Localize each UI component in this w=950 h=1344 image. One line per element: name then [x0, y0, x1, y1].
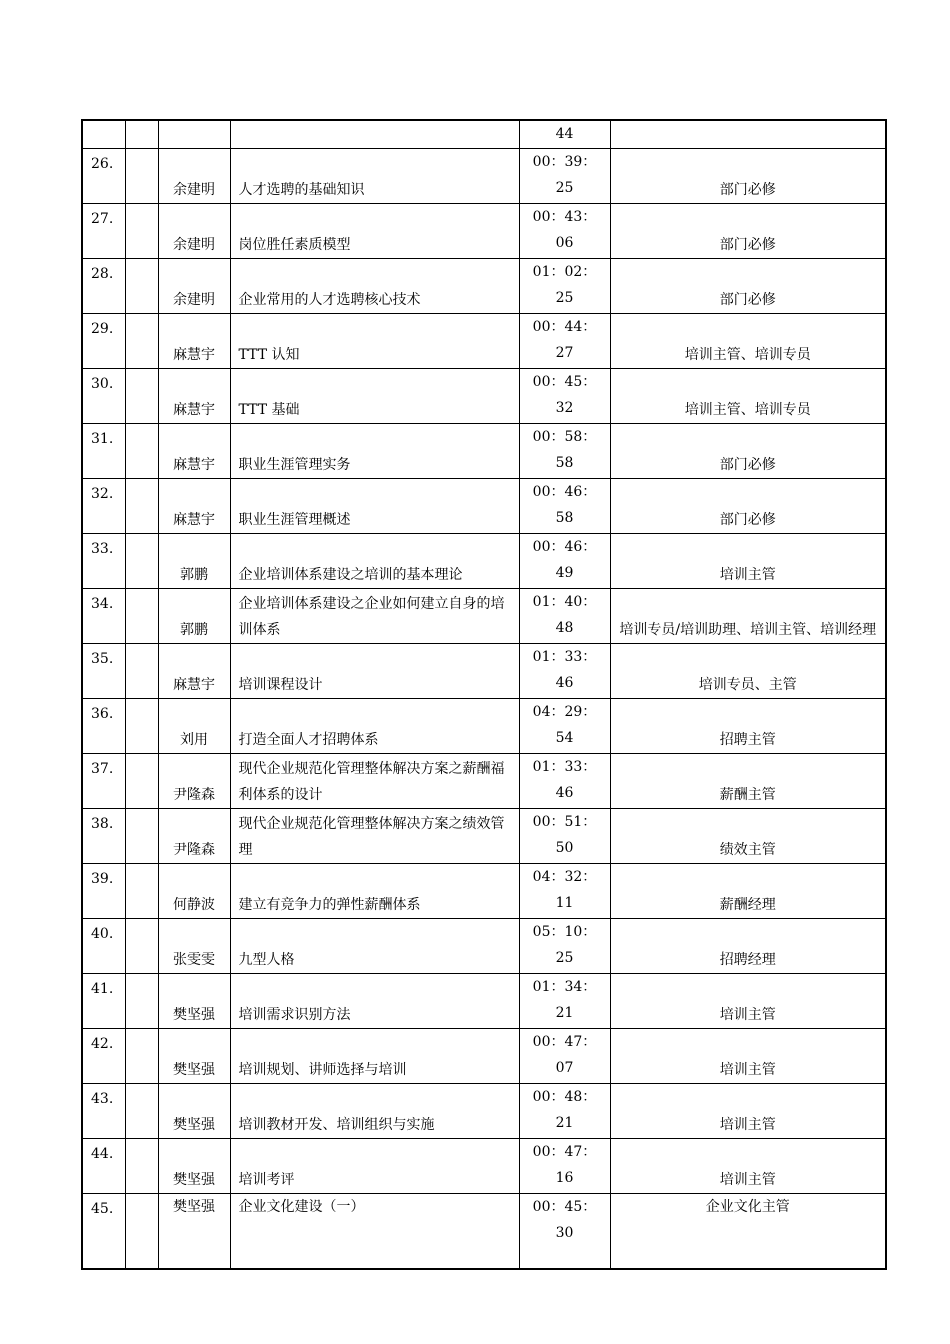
audience: 部门必修 — [610, 479, 886, 534]
row-number: 29. — [82, 314, 125, 369]
table-row — [82, 644, 886, 699]
audience: 培训主管 — [610, 1029, 886, 1084]
table-row — [82, 974, 886, 1029]
blank-cell — [125, 1139, 158, 1194]
row-number: 36. — [82, 699, 125, 754]
course-title: 培训规划、讲师选择与培训 — [230, 1029, 519, 1084]
duration-s: 46 — [555, 785, 574, 801]
lecturer-name: 麻慧宇 — [158, 424, 230, 479]
duration-cell — [519, 204, 610, 259]
duration-hm: 00：39： — [532, 154, 597, 170]
num-cell — [82, 120, 125, 149]
audience: 部门必修 — [610, 424, 886, 479]
audience: 部门必修 — [610, 259, 886, 314]
lecturer-name: 刘用 — [158, 699, 230, 754]
duration-s: 30 — [555, 1225, 574, 1241]
duration-cell — [519, 479, 610, 534]
duration-s: 25 — [555, 950, 574, 966]
row-number: 32. — [82, 479, 125, 534]
duration-s: 21 — [555, 1115, 574, 1131]
duration-hm: 00：47： — [532, 1034, 597, 1050]
duration-cell — [519, 864, 610, 919]
blank-cell — [125, 424, 158, 479]
duration-cell — [519, 369, 610, 424]
audience: 薪酬主管 — [610, 754, 886, 809]
course-title: TTT 认知 — [230, 314, 519, 369]
lecturer-name: 樊坚强 — [158, 1139, 230, 1194]
table-row — [82, 1084, 886, 1139]
lecturer-name: 樊坚强 — [158, 1084, 230, 1139]
course-title: 企业培训体系建设之企业如何建立自身的培训体系 — [230, 589, 519, 644]
duration-cell — [519, 259, 610, 314]
lecturer-name: 麻慧宇 — [158, 479, 230, 534]
course-title: 现代企业规范化管理整体解决方案之绩效管理 — [230, 809, 519, 864]
duration-s: 32 — [555, 400, 574, 416]
lecturer-name: 樊坚强 — [158, 974, 230, 1029]
duration-cell — [519, 699, 610, 754]
course-title: TTT 基础 — [230, 369, 519, 424]
row-number: 28. — [82, 259, 125, 314]
blank-cell — [125, 479, 158, 534]
blank-cell — [125, 644, 158, 699]
duration-cell — [519, 314, 610, 369]
blank-cell — [125, 919, 158, 974]
duration-hm: 01：40： — [532, 594, 597, 610]
duration-s: 48 — [555, 620, 574, 636]
duration-cell — [519, 1194, 610, 1270]
row-number: 39. — [82, 864, 125, 919]
blank-cell — [125, 369, 158, 424]
lecturer-name: 何静波 — [158, 864, 230, 919]
blank-cell — [125, 149, 158, 204]
duration-cell — [519, 534, 610, 589]
row-number: 43. — [82, 1084, 125, 1139]
table-row — [82, 699, 886, 754]
course-title: 培训需求识别方法 — [230, 974, 519, 1029]
duration-hm: 04：32： — [532, 869, 597, 885]
duration-hm: 00：46： — [532, 539, 597, 555]
audience: 培训主管 — [610, 534, 886, 589]
lecturer-name: 张雯雯 — [158, 919, 230, 974]
duration-cell — [519, 1029, 610, 1084]
lecturer-name: 余建明 — [158, 149, 230, 204]
duration-cell — [519, 754, 610, 809]
duration-s: 25 — [555, 180, 574, 196]
duration-cell — [519, 424, 610, 479]
course-title: 人才选聘的基础知识 — [230, 149, 519, 204]
course-table — [81, 119, 887, 1270]
blank-cell — [125, 120, 158, 149]
row-number: 35. — [82, 644, 125, 699]
duration-s: 11 — [555, 895, 574, 911]
lecturer-name: 樊坚强 — [158, 1029, 230, 1084]
duration-cell — [519, 919, 610, 974]
lecturer-name: 麻慧宇 — [158, 369, 230, 424]
course-title: 九型人格 — [230, 919, 519, 974]
table-row — [82, 1139, 886, 1194]
course-title: 打造全面人才招聘体系 — [230, 699, 519, 754]
course-title: 培训考评 — [230, 1139, 519, 1194]
lecturer-name: 麻慧宇 — [158, 314, 230, 369]
duration-s: 50 — [555, 840, 574, 856]
table-row — [82, 864, 886, 919]
audience: 培训主管、培训专员 — [610, 369, 886, 424]
audience: 培训专员/培训助理、培训主管、培训经理 — [610, 589, 886, 644]
duration-s: 25 — [555, 290, 574, 306]
duration-hm: 00：58： — [532, 429, 597, 445]
duration-hm: 01：33： — [532, 649, 597, 665]
row-number: 34. — [82, 589, 125, 644]
audience: 企业文化主管 — [610, 1194, 886, 1270]
row-number: 37. — [82, 754, 125, 809]
blank-cell — [125, 699, 158, 754]
duration-hm: 00：46： — [532, 484, 597, 500]
table-row-continuation — [82, 120, 886, 149]
time-cell: 44 — [519, 120, 610, 149]
table-row — [82, 1194, 886, 1270]
audience: 部门必修 — [610, 149, 886, 204]
audience: 培训主管、培训专员 — [610, 314, 886, 369]
table-row — [82, 1029, 886, 1084]
duration-s: 07 — [555, 1060, 574, 1076]
table-row — [82, 314, 886, 369]
table-row — [82, 809, 886, 864]
lecturer-name: 尹隆森 — [158, 754, 230, 809]
duration-hm: 00：47： — [532, 1144, 597, 1160]
duration-hm: 00：51： — [532, 814, 597, 830]
duration-s: 06 — [555, 235, 574, 251]
lecturer-name: 樊坚强 — [158, 1194, 230, 1270]
duration-cell — [519, 809, 610, 864]
duration-hm: 00：45： — [532, 374, 597, 390]
lecturer-name: 郭鹏 — [158, 589, 230, 644]
table-row — [82, 149, 886, 204]
blank-cell — [125, 864, 158, 919]
row-number: 44. — [82, 1139, 125, 1194]
table-row — [82, 369, 886, 424]
duration-hm: 00：48： — [532, 1089, 597, 1105]
course-title: 职业生涯管理概述 — [230, 479, 519, 534]
lecturer-name: 余建明 — [158, 204, 230, 259]
duration-hm: 04：29： — [532, 704, 597, 720]
table-row — [82, 259, 886, 314]
duration-cell — [519, 589, 610, 644]
course-title: 职业生涯管理实务 — [230, 424, 519, 479]
lecturer-name: 郭鹏 — [158, 534, 230, 589]
row-number: 31. — [82, 424, 125, 479]
duration-hm: 00：43： — [532, 209, 597, 225]
row-number: 42. — [82, 1029, 125, 1084]
course-title: 企业常用的人才选聘核心技术 — [230, 259, 519, 314]
duration-s: 58 — [555, 510, 574, 526]
duration-cell — [519, 1084, 610, 1139]
table-row — [82, 589, 886, 644]
lecturer-name: 尹隆森 — [158, 809, 230, 864]
duration-hm: 00：45： — [532, 1199, 597, 1215]
course-cell — [230, 120, 519, 149]
course-title: 企业培训体系建设之培训的基本理论 — [230, 534, 519, 589]
audience: 招聘主管 — [610, 699, 886, 754]
course-title: 建立有竞争力的弹性薪酬体系 — [230, 864, 519, 919]
duration-hm: 01：33： — [532, 759, 597, 775]
blank-cell — [125, 1029, 158, 1084]
table-row — [82, 204, 886, 259]
lecturer-name: 余建明 — [158, 259, 230, 314]
duration-cell — [519, 1139, 610, 1194]
row-number: 40. — [82, 919, 125, 974]
blank-cell — [125, 754, 158, 809]
lecturer-cell — [158, 120, 230, 149]
blank-cell — [125, 809, 158, 864]
duration-s: 54 — [555, 730, 574, 746]
duration-s: 16 — [555, 1170, 574, 1186]
duration-cell — [519, 974, 610, 1029]
course-title: 岗位胜任素质模型 — [230, 204, 519, 259]
audience: 部门必修 — [610, 204, 886, 259]
blank-cell — [125, 1084, 158, 1139]
duration-hm: 01：34： — [532, 979, 597, 995]
table-row — [82, 534, 886, 589]
audience: 薪酬经理 — [610, 864, 886, 919]
blank-cell — [125, 1194, 158, 1270]
course-title: 企业文化建设（一） — [230, 1194, 519, 1270]
blank-cell — [125, 204, 158, 259]
row-number: 38. — [82, 809, 125, 864]
blank-cell — [125, 534, 158, 589]
table-row — [82, 479, 886, 534]
duration-hm: 01：02： — [532, 264, 597, 280]
blank-cell — [125, 589, 158, 644]
table-row — [82, 919, 886, 974]
duration-cell — [519, 644, 610, 699]
duration-s: 21 — [555, 1005, 574, 1021]
duration-s: 49 — [555, 565, 574, 581]
blank-cell — [125, 259, 158, 314]
row-number: 41. — [82, 974, 125, 1029]
row-number: 27. — [82, 204, 125, 259]
table-row — [82, 754, 886, 809]
course-title: 现代企业规范化管理整体解决方案之薪酬福利体系的设计 — [230, 754, 519, 809]
row-number: 45. — [82, 1194, 125, 1270]
audience-cell — [610, 120, 886, 149]
duration-s: 27 — [555, 345, 574, 361]
audience: 培训专员、主管 — [610, 644, 886, 699]
duration-s: 58 — [555, 455, 574, 471]
duration-hm: 05：10： — [532, 924, 597, 940]
duration-hm: 00：44： — [532, 319, 597, 335]
table-row — [82, 424, 886, 479]
audience: 培训主管 — [610, 1084, 886, 1139]
blank-cell — [125, 314, 158, 369]
audience: 培训主管 — [610, 1139, 886, 1194]
blank-cell — [125, 974, 158, 1029]
audience: 绩效主管 — [610, 809, 886, 864]
course-title: 培训教材开发、培训组织与实施 — [230, 1084, 519, 1139]
audience: 培训主管 — [610, 974, 886, 1029]
row-number: 30. — [82, 369, 125, 424]
row-number: 33. — [82, 534, 125, 589]
audience: 招聘经理 — [610, 919, 886, 974]
course-title: 培训课程设计 — [230, 644, 519, 699]
duration-cell — [519, 149, 610, 204]
duration-s: 46 — [555, 675, 574, 691]
lecturer-name: 麻慧宇 — [158, 644, 230, 699]
row-number: 26. — [82, 149, 125, 204]
